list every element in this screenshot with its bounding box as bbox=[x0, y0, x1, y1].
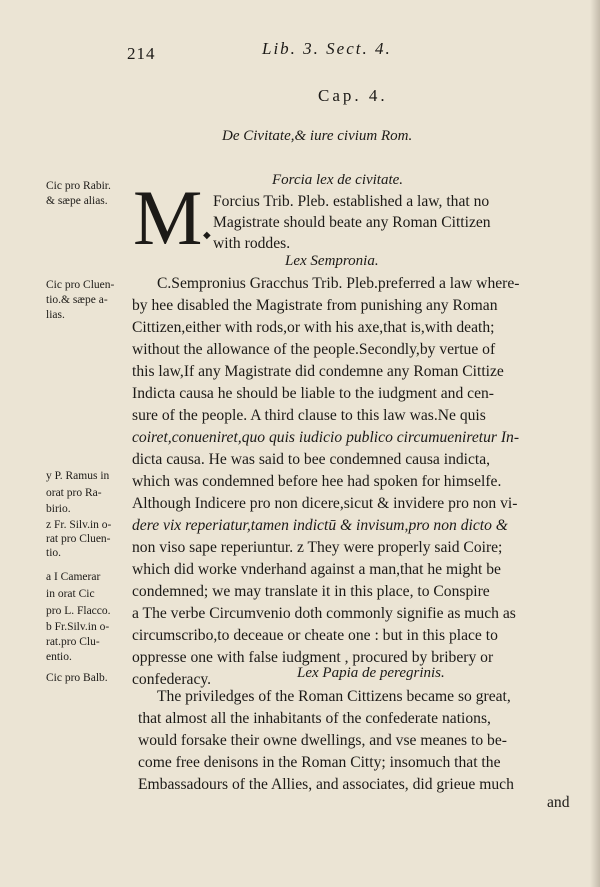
text-line: dicta causa. He was said to bee condemned causa indicta, bbox=[132, 451, 491, 468]
margin-note: rat pro Cluen- bbox=[46, 533, 111, 545]
text-line: by hee disabled the Magistrate from punishing any Roman bbox=[132, 297, 498, 314]
margin-note: tio.& sæpe a- bbox=[46, 294, 108, 306]
drop-cap: M bbox=[133, 174, 203, 261]
margin-note: in orat Cic bbox=[46, 588, 95, 600]
running-title: Lib. 3. Sect. 4. bbox=[262, 39, 392, 58]
text-line: circumscribo,to deceaue or cheate one : but in this place to bbox=[132, 627, 498, 644]
text-line: confederacy. bbox=[132, 671, 212, 688]
text-line: would forsake their owne dwellings, and vse meanes to be- bbox=[138, 732, 507, 749]
text-line: Although Indicere pro non dicere,sicut & invidere pro non vi- bbox=[132, 495, 518, 512]
text-line: coiret,conueniret,quo quis iudicio publico circumueniretur In- bbox=[132, 429, 520, 446]
text-line: without the allowance of the people.Secondly,by vertue of bbox=[132, 341, 496, 358]
text-line: Embassadours of the Allies, and associates, did grieue much bbox=[138, 776, 514, 793]
text-line: The priviledges of the Roman Cittizens became so great, bbox=[157, 688, 511, 705]
margin-note: rat.pro Clu- bbox=[46, 636, 100, 648]
text-line: which was condemned before hee had spoken for himselfe. bbox=[132, 473, 502, 490]
section-subtitle: Lex Papia de peregrinis. bbox=[297, 665, 445, 681]
margin-note: & sæpe alias. bbox=[46, 195, 108, 207]
text-line: Indicta causa he should be liable to the iudgment and cen- bbox=[132, 385, 494, 402]
margin-note: Cic pro Cluen- bbox=[46, 279, 115, 291]
margin-note: Cic pro Balb. bbox=[46, 672, 108, 684]
text-line: Magistrate should beate any Roman Cittizen bbox=[213, 214, 491, 231]
text-line: dere vix reperiatur,tamen indictū & invisum,pro non dicto & bbox=[132, 517, 508, 534]
chapter-title: De Civitate,& iure civium Rom. bbox=[222, 128, 413, 144]
text-line: condemned; we may translate it in this place, to Conspire bbox=[132, 583, 490, 600]
section-subtitle: Forcia lex de civitate. bbox=[272, 172, 404, 188]
section-text bbox=[0, 685, 600, 815]
margin-note: entio. bbox=[46, 651, 72, 663]
text-line: this law,If any Magistrate did condemne any Roman Cittize bbox=[132, 363, 504, 380]
margin-note: b Fr.Silv.in o- bbox=[46, 621, 110, 633]
text-line: oppresse one with false iudgment , procured by bribery or bbox=[132, 649, 494, 666]
text-line: that almost all the inhabitants of the confederate nations, bbox=[138, 710, 491, 727]
chapter-heading: Cap. 4. bbox=[318, 86, 388, 105]
text-line: a The verbe Circumvenio doth commonly signifie as much as bbox=[132, 605, 516, 622]
page-number: 214 bbox=[127, 44, 156, 63]
margin-note: lias. bbox=[46, 309, 65, 321]
margin-note: tio. bbox=[46, 547, 62, 559]
margin-note: birio. bbox=[46, 503, 71, 515]
margin-note: Cic pro Rabir. bbox=[46, 180, 111, 192]
text-line: come free denisons in the Roman Citty; insomuch that the bbox=[138, 754, 501, 771]
margin-note: y P. Ramus in bbox=[46, 470, 110, 482]
text-line: C.Sempronius Gracchus Trib. Pleb.preferred a law where- bbox=[157, 275, 520, 292]
fleuron-icon: ◆ bbox=[203, 230, 211, 241]
text-line: with roddes. bbox=[213, 235, 291, 252]
text-line: which did worke vnderhand against a man,that he might be bbox=[132, 561, 501, 578]
margin-note: a I Camerar bbox=[46, 571, 101, 583]
margin-note: pro L. Flacco. bbox=[46, 605, 111, 617]
text-line: sure of the people. A third clause to this law was.Ne quis bbox=[132, 407, 486, 424]
margin-note: orat pro Ra- bbox=[46, 487, 102, 499]
catchword: and bbox=[547, 794, 570, 811]
margin-note: z Fr. Silv.in o- bbox=[46, 519, 112, 531]
section-subtitle: Lex Sempronia. bbox=[285, 253, 379, 269]
text-line: non viso sape reperiuntur. z They were properly said Coire; bbox=[132, 539, 503, 556]
text-line: Forcius Trib. Pleb. established a law, that no bbox=[213, 193, 490, 210]
text-line: Cittizen,either with rods,or with his axe,that is,with death; bbox=[132, 319, 495, 336]
